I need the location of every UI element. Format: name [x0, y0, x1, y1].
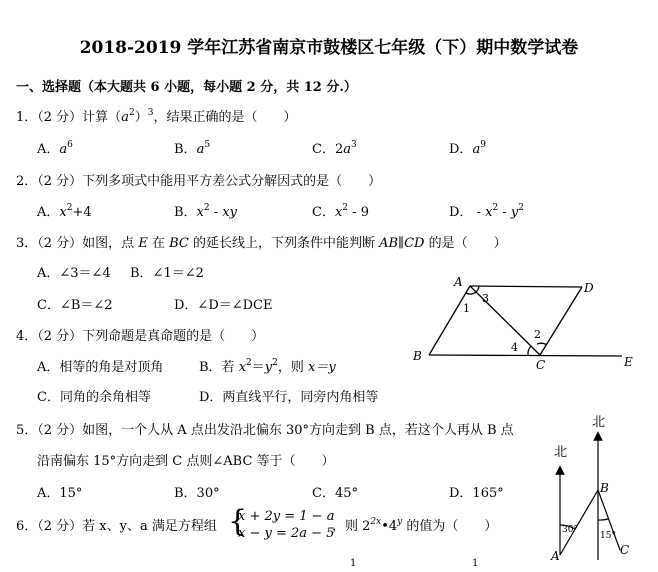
label-D: D [584, 281, 594, 295]
q3-option-c[interactable]: C．∠B＝∠2 [37, 298, 113, 313]
equation-2: x − y = 2a − 5 [238, 526, 335, 541]
q4-option-d[interactable]: D．两直线平行，同旁内角相等 [199, 390, 379, 405]
north-label-1: 北 [554, 445, 568, 460]
label-E: E [624, 355, 633, 369]
q5-figure [548, 410, 648, 564]
point-B: B [600, 481, 609, 495]
q3-option-b[interactable]: B．∠1＝∠2 [130, 266, 204, 281]
segment-ab [429, 286, 470, 355]
arc-4 [528, 346, 531, 355]
q5-option-a[interactable]: A．15° [37, 486, 83, 501]
left-brace-icon: { [228, 504, 248, 539]
footer-mark-2: 1 [472, 558, 479, 569]
point-A: A [551, 549, 560, 563]
point-C: C [620, 543, 630, 557]
q2-option-d[interactable]: D． - $x^2 - y^2$ [449, 203, 524, 220]
north-label-2: 北 [592, 415, 606, 430]
page-title: 2018-2019 学年江苏省南京市鼓楼区七年级（下）期中数学试卷 [79, 38, 579, 58]
q5-option-c[interactable]: C．45° [312, 486, 358, 501]
label-3: 3 [482, 292, 489, 305]
q4-option-b[interactable]: B．若 $x^2=y^2$，则 x＝y [199, 358, 336, 375]
q4-option-a[interactable]: A．相等的角是对顶角 [37, 360, 164, 375]
question-3-stem: 3．（2 分）如图，点 E 在 BC 的延长线上，下列条件中能判断 AB∥CD 的是（ ） [16, 236, 507, 251]
question-4-stem: 4．（2 分）下列命题是真命题的是（ ） [16, 329, 265, 344]
q2-option-c[interactable]: C．$x^2 - 9$ [312, 203, 369, 220]
question-5-line-1: 5．（2 分）如图，一个人从 A 点出发沿北偏东 30°方向走到 B 点，若这个人再从 B 点 [16, 423, 514, 438]
question-6-suffix: ，则 $2^{2x}•4^y$ 的值为（ ） [332, 517, 498, 534]
q1-option-b[interactable]: B．$a^5$ [174, 140, 211, 157]
label-4: 4 [511, 341, 518, 354]
segment-ac [470, 286, 540, 355]
section-heading: 一、选择题（本大题共 6 小题，每小题 2 分，共 12 分.） [16, 80, 357, 95]
segment-be [429, 355, 622, 356]
label-1: 1 [463, 302, 470, 315]
label-A: A [454, 275, 463, 289]
question-2-stem: 2．（2 分）下列多项式中能用平方差公式分解因式的是（ ） [16, 174, 382, 189]
label-C: C [536, 358, 546, 372]
q3-option-d[interactable]: D．∠D＝∠DCE [174, 298, 273, 313]
angle-15: 15° [600, 531, 616, 541]
q1-option-a[interactable]: A．$a^6$ [37, 140, 73, 157]
arc-3 [476, 286, 479, 292]
label-2: 2 [534, 328, 541, 341]
q3-figure [400, 270, 640, 380]
question-5-line-2: 沿南偏东 15°方向走到 C 点则∠ABC 等于（ ） [37, 454, 335, 469]
q1-option-c[interactable]: C．$2a^3$ [312, 140, 357, 157]
footer-mark-1: 1 [350, 558, 357, 569]
segment-ad [470, 286, 582, 287]
q2-option-a[interactable]: A．$x^2+4$ [37, 203, 92, 220]
path-ab [560, 490, 598, 555]
q5-option-b[interactable]: B．30° [174, 486, 220, 501]
q3-option-a[interactable]: A．∠3＝∠4 [37, 266, 111, 281]
q5-option-d[interactable]: D．165° [449, 486, 504, 501]
equation-1: x + 2y = 1 − a [238, 509, 335, 524]
arc-2 [537, 343, 547, 345]
arc-1 [466, 292, 476, 294]
q4-option-c[interactable]: C．同角的余角相等 [37, 390, 151, 405]
angle-30: 30° [562, 525, 578, 535]
q2-option-b[interactable]: B．$x^2$ - xy [174, 203, 237, 220]
label-B: B [413, 349, 422, 363]
arc-15 [598, 519, 608, 520]
question-1-stem: 1．（2 分）计算$(a^2)^3$，结果正确的是（ ） [16, 108, 297, 125]
question-6-prefix: 6．（2 分）若 x、y、a 满足方程组 [16, 519, 217, 534]
q1-option-d[interactable]: D．$a^9$ [449, 140, 486, 157]
